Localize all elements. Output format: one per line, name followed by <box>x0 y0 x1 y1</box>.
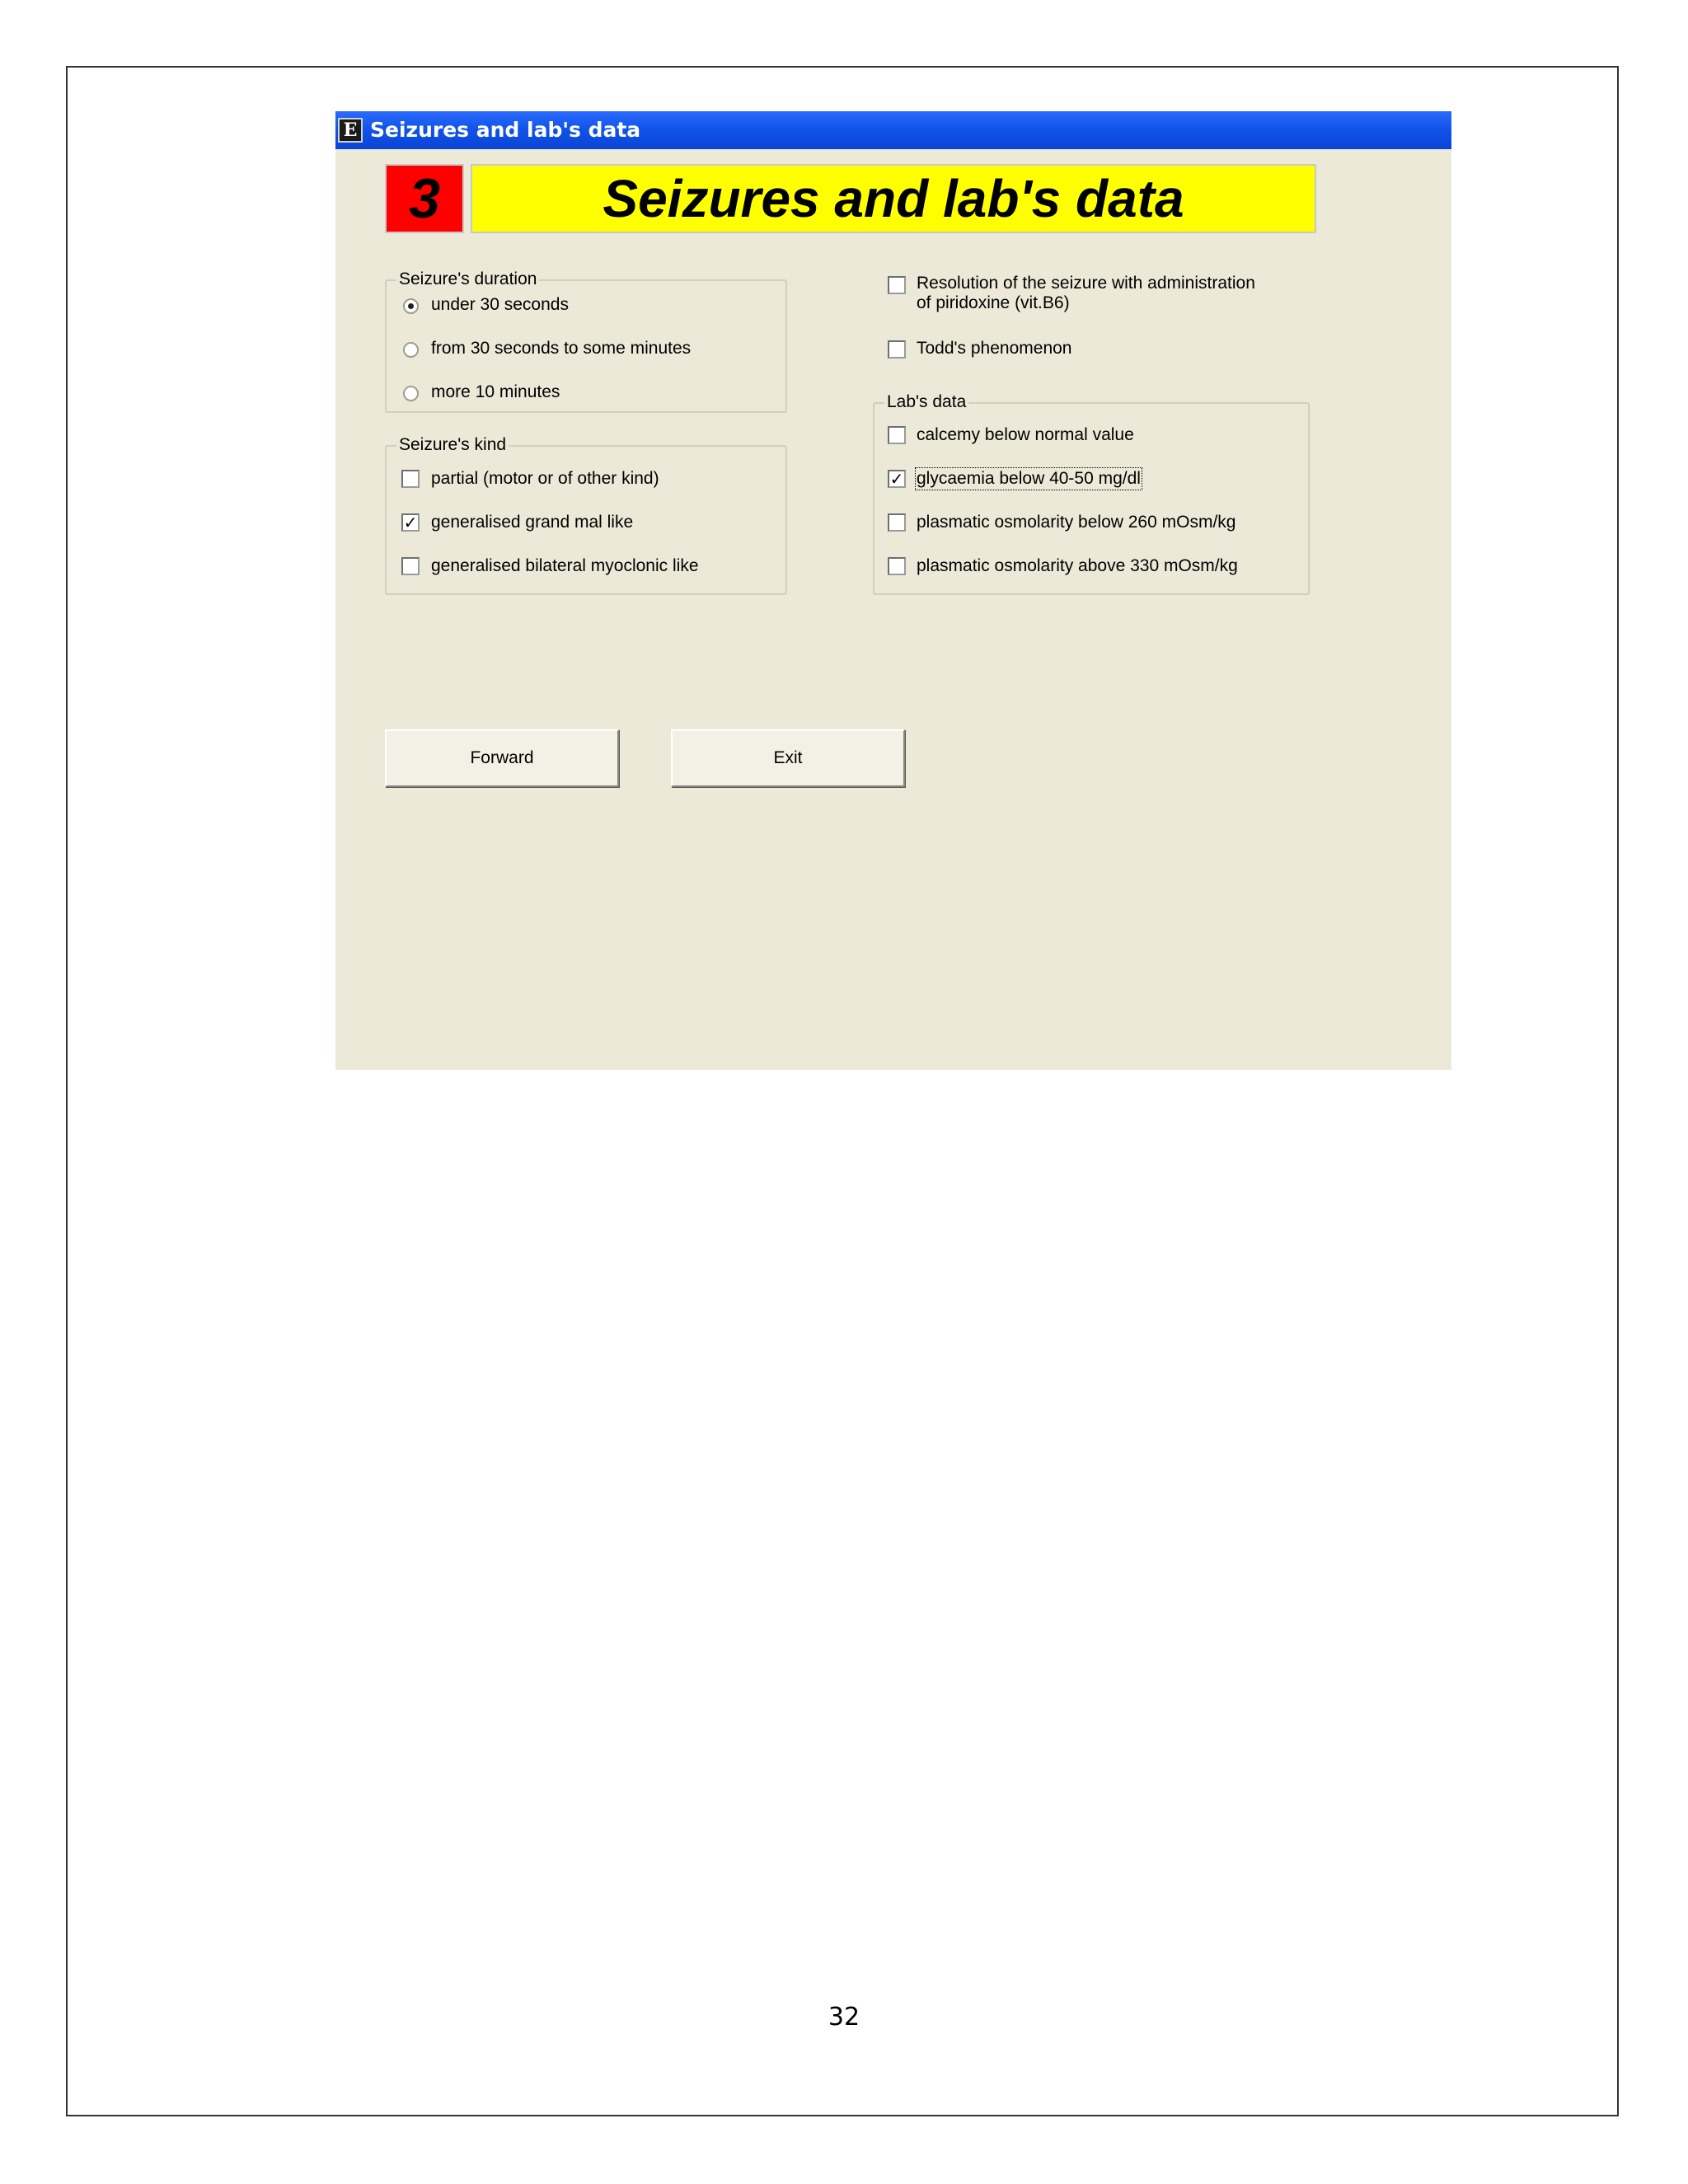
checkbox[interactable] <box>401 557 420 575</box>
checkbox-label: partial (motor or of other kind) <box>431 469 659 488</box>
exit-button[interactable]: Exit <box>671 729 905 787</box>
checkbox-checked[interactable]: ✓ <box>401 513 420 532</box>
checkbox-label: plasmatic osmolarity above 330 mOsm/kg <box>917 556 1238 575</box>
page-number: 32 <box>828 2003 860 2032</box>
checkbox[interactable] <box>888 513 906 532</box>
checkbox[interactable] <box>888 276 906 294</box>
checkbox-label: Todd's phenomenon <box>917 339 1072 358</box>
radio-label: more 10 minutes <box>431 382 560 401</box>
checkbox-label: calcemy below normal value <box>917 425 1134 444</box>
app-icon: E <box>338 118 363 143</box>
checkbox-label-focused: glycaemia below 40-50 mg/dl <box>917 469 1141 488</box>
radio-label: under 30 seconds <box>431 295 569 314</box>
radio-button[interactable] <box>403 386 419 401</box>
checkbox-label-line-1: Resolution of the seizure with administration <box>917 274 1255 293</box>
radio-label: from 30 seconds to some minutes <box>431 339 692 358</box>
seizure-duration-legend: Seizure's duration <box>396 269 539 289</box>
radio-button[interactable] <box>403 342 419 358</box>
forward-button[interactable]: Forward <box>385 729 619 787</box>
dialog-window <box>335 111 1451 1070</box>
checkbox-checked[interactable]: ✓ <box>888 470 906 488</box>
window-title: Seizures and lab's data <box>370 118 641 142</box>
checkbox-label: plasmatic osmolarity below 260 mOsm/kg <box>917 513 1236 532</box>
title-bar[interactable] <box>335 111 1451 149</box>
step-number-badge: 3 <box>385 164 464 233</box>
checkbox[interactable] <box>888 340 906 359</box>
checkbox-label-line-2: of piridoxine (vit.B6) <box>917 293 1070 312</box>
page-banner-title: Seizures and lab's data <box>471 164 1316 233</box>
checkbox[interactable] <box>888 557 906 575</box>
seizure-kind-legend: Seizure's kind <box>396 435 509 455</box>
checkbox-label: generalised bilateral myoclonic like <box>431 556 699 575</box>
checkbox[interactable] <box>401 470 420 488</box>
labs-data-legend: Lab's data <box>884 392 968 412</box>
checkbox[interactable] <box>888 426 906 444</box>
radio-button[interactable] <box>403 298 419 314</box>
checkbox-label: generalised grand mal like <box>431 513 634 532</box>
